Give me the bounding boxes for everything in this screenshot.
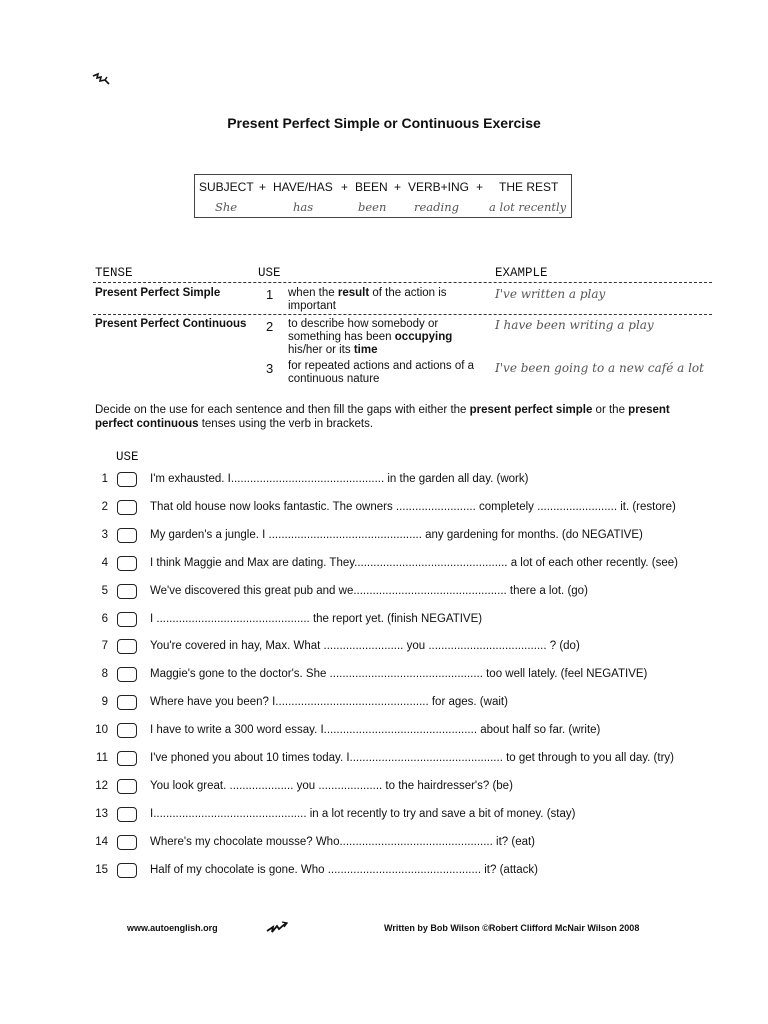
example-text: I've written a play: [495, 287, 606, 301]
formula-example-been: been: [358, 200, 387, 214]
question-text: We've discovered this great pub and we................................................ there a lot. (go): [150, 584, 588, 597]
formula-plus: +: [341, 180, 349, 194]
formula-been: BEEN: [355, 180, 388, 194]
question-text: That old house now looks fantastic. The owners ......................... completely ......................... it. (restore): [150, 500, 676, 513]
use-answer-box[interactable]: [117, 751, 137, 766]
use-text: when the: [288, 287, 338, 299]
question-text: Where have you been? I................................................ for ages. (wait): [150, 696, 508, 709]
question-text: I................................................ in a lot recently to try and save a bit of money. (stay): [150, 807, 576, 820]
question-number: 2: [101, 500, 108, 513]
question-text: Maggie's gone to the doctor's. She ................................................ too well lately. (feel NEGATIVE): [150, 668, 648, 681]
tense-present-perfect-continuous: Present Perfect Continuous: [95, 318, 247, 330]
question-number: 14: [95, 835, 108, 848]
question-number: 9: [101, 696, 108, 709]
use-answer-box[interactable]: [117, 584, 137, 599]
use-text: his/her or its: [288, 344, 354, 356]
page-title: Present Perfect Simple or Continuous Exercise: [227, 115, 541, 131]
header-use: USE: [258, 266, 281, 280]
use-answer-box[interactable]: [117, 723, 137, 738]
question-text: I'm exhausted. I................................................ in the garden all day. (work): [150, 473, 529, 485]
use-answer-box[interactable]: [117, 500, 137, 515]
question-number: 6: [101, 612, 108, 625]
question-text: You're covered in hay, Max. What ......................... you ..................................... ? (do): [150, 640, 580, 653]
use-description: for repeated actions and actions of a continuous nature: [288, 360, 475, 385]
question-number: 3: [101, 528, 108, 541]
footer-copyright: Written by Bob Wilson ©Robert Clifford McNair Wilson 2008: [384, 923, 640, 933]
question-number: 15: [95, 863, 108, 876]
question-text: I've phoned you about 10 times today. I................................................ to get through to you all day. (try): [150, 752, 674, 764]
example-text: I have been writing a play: [495, 318, 654, 332]
table-divider: [93, 282, 712, 283]
use-text-bold: occupying: [394, 331, 453, 343]
question-text: I have to write a 300 word essay. I................................................ about half so far. (write): [150, 724, 601, 737]
formula-example-verb: reading: [414, 200, 459, 214]
formula-subject: SUBJECT: [199, 180, 254, 194]
instruction-text: tenses using the verb in brackets.: [198, 418, 374, 430]
use-number: 2: [266, 319, 274, 334]
tense-present-perfect-simple: Present Perfect Simple: [95, 287, 221, 299]
question-number: 10: [95, 724, 108, 737]
formula-have-has: HAVE/HAS: [273, 180, 333, 194]
instruction-bold: present perfect continuous: [95, 404, 670, 430]
use-answer-box[interactable]: [117, 612, 137, 627]
instruction-text: or the: [592, 404, 629, 416]
use-answer-box[interactable]: [117, 639, 137, 654]
table-divider: [93, 314, 712, 315]
instruction-text: Decide on the use for each sentence and then fill the gaps with either the: [95, 404, 470, 416]
pen-nib-icon: [266, 920, 288, 938]
use-answer-box[interactable]: [117, 779, 137, 794]
instruction-bold: present perfect simple: [469, 404, 593, 416]
question-number: 8: [101, 668, 108, 681]
use-description: [288, 318, 483, 357]
use-text-bold: time: [353, 344, 378, 356]
question-number: 1: [101, 473, 108, 485]
use-answer-box[interactable]: [117, 528, 137, 543]
formula-the-rest: THE REST: [499, 180, 559, 194]
question-text: Where's my chocolate mousse? Who................................................ it? (eat): [150, 835, 536, 848]
formula-plus: +: [259, 180, 267, 194]
question-number: 11: [96, 752, 108, 764]
use-number: 3: [266, 361, 274, 376]
use-answer-box[interactable]: [117, 835, 137, 850]
use-answer-box[interactable]: [117, 863, 137, 878]
instructions: [95, 403, 695, 431]
use-text-bold: result: [337, 287, 370, 299]
question-number: 7: [101, 640, 108, 653]
question-text: I think Maggie and Max are dating. They................................................ a lot of each other recently. (see): [150, 556, 678, 569]
use-column-label: USE: [116, 450, 139, 464]
formula-box: [194, 174, 572, 218]
question-number: 12: [95, 779, 108, 792]
formula-example-rest: a lot recently: [489, 200, 567, 214]
formula-example-has: has: [293, 200, 314, 214]
header-example: EXAMPLE: [495, 266, 548, 280]
pen-nib-icon: [92, 72, 110, 90]
question-number: 13: [95, 807, 108, 820]
use-number: 1: [266, 287, 274, 302]
footer-website: www.autoenglish.org: [127, 923, 218, 933]
use-answer-box[interactable]: [117, 807, 137, 822]
question-text: You look great. .................... you .................... to the hairdresser's? (be): [150, 779, 513, 792]
question-number: 4: [101, 556, 108, 569]
use-text: to describe how somebody or something has been: [288, 318, 439, 343]
use-answer-box[interactable]: [117, 695, 137, 710]
use-text: of the action is important: [288, 287, 447, 312]
use-description: [288, 287, 488, 313]
formula-verb-ing: VERB+ING: [408, 180, 470, 194]
question-text: My garden's a jungle. I ................................................ any gardening for months. (do NEGATIVE): [150, 528, 643, 541]
question-text: Half of my chocolate is gone. Who ................................................ it? (attack): [150, 863, 538, 876]
question-text: I ................................................ the report yet. (finish NEGATIVE): [150, 612, 483, 625]
formula-plus: +: [476, 180, 484, 194]
formula-plus: +: [394, 180, 402, 194]
use-answer-box[interactable]: [117, 472, 137, 487]
use-answer-box[interactable]: [117, 556, 137, 571]
formula-example-subject: She: [215, 200, 238, 214]
example-text: I've been going to a new café a lot: [495, 361, 704, 375]
header-tense: TENSE: [95, 266, 133, 280]
question-number: 5: [101, 584, 108, 597]
use-answer-box[interactable]: [117, 667, 137, 682]
